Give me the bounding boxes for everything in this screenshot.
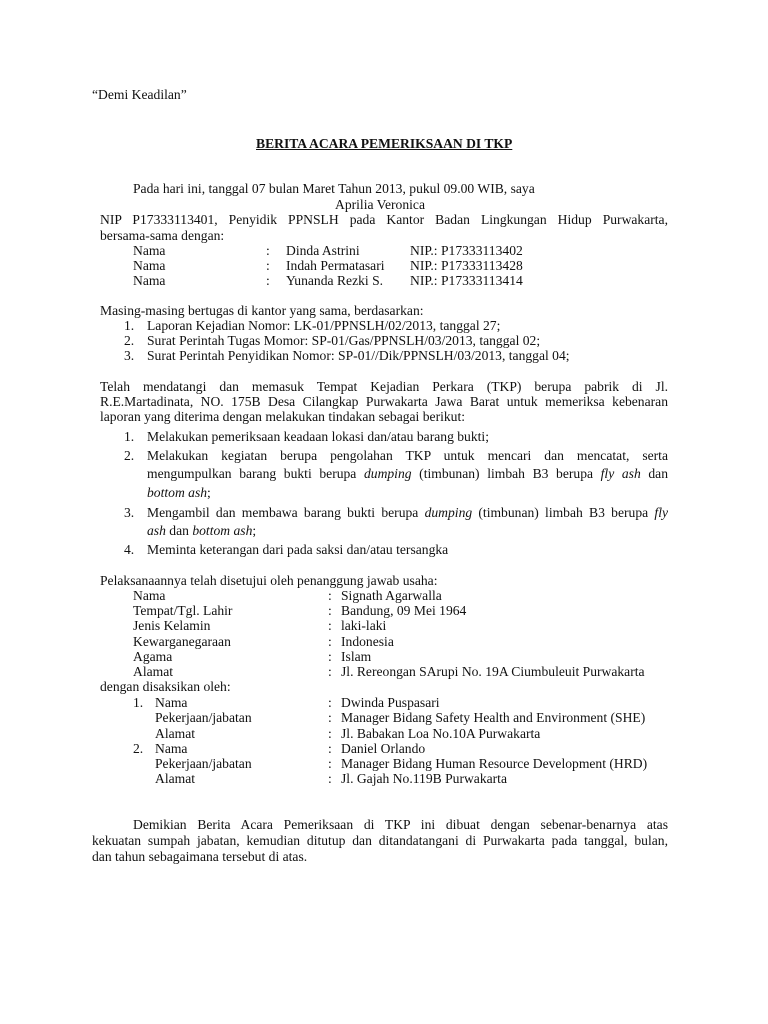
field-sep: : bbox=[328, 649, 332, 664]
list-item-number: 4. bbox=[124, 542, 135, 557]
list-item: Surat Perintah Tugas Momor: SP-01/Gas/PPNSLH/03/2013, tanggal 02; bbox=[147, 333, 541, 348]
field-label: Jenis Kelamin bbox=[133, 618, 211, 633]
field-sep: : bbox=[328, 741, 332, 756]
field-label: Tempat/Tgl. Lahir bbox=[133, 603, 233, 618]
document-title: BERITA ACARA PEMERIKSAAN DI TKP bbox=[256, 136, 513, 151]
list-item-number: 1. bbox=[124, 318, 135, 333]
team-label: Nama bbox=[133, 258, 166, 273]
team-label: Nama bbox=[133, 273, 166, 288]
field-value: Jl. Rereongan SArupi No. 19A Ciumbuleuit Purwakarta bbox=[341, 664, 645, 679]
field-sep: : bbox=[328, 634, 332, 649]
list-item: Mengambil dan membawa barang bukti berupa dumping (timbunan) limbah B3 berupa fly bbox=[147, 505, 669, 520]
team-name: Yunanda Rezki S. bbox=[286, 273, 384, 288]
team-nip: NIP.: P17333113428 bbox=[410, 258, 523, 273]
team-sep: : bbox=[266, 258, 270, 273]
list-item-number: 3. bbox=[124, 505, 135, 520]
investigator-name: Aprilia Veronica bbox=[335, 197, 425, 212]
witness-number: 1. bbox=[133, 695, 144, 710]
list-item: Surat Perintah Penyidikan Nomor: SP-01//Dik/PPNSLH/03/2013, tanggal 04; bbox=[147, 348, 570, 363]
list-item-number: 2. bbox=[124, 333, 135, 348]
closing-line-2: kekuatan sumpah jabatan, kemudian ditutup dan ditandatangani di Purwakarta pada tanggal, bulan, bbox=[92, 833, 668, 848]
opening-line-1: Pada hari ini, tanggal 07 bulan Maret Tahun 2013, pukul 09.00 WIB, saya bbox=[133, 181, 535, 196]
field-sep: : bbox=[328, 588, 332, 603]
field-value: Dwinda Puspasari bbox=[341, 695, 440, 710]
list-item: Laporan Kejadian Nomor: LK-01/PPNSLH/02/2013, tanggal 27; bbox=[147, 318, 501, 333]
field-value: Daniel Orlando bbox=[341, 741, 426, 756]
team-sep: : bbox=[266, 243, 270, 258]
field-value: Jl. Babakan Loa No.10A Purwakarta bbox=[341, 726, 541, 741]
visit-line-1: Telah mendatangi dan memasuk Tempat Kejadian Perkara (TKP) berupa pabrik di Jl. bbox=[100, 379, 668, 394]
field-value: Indonesia bbox=[341, 634, 394, 649]
list-item-continuation: bottom ash; bbox=[147, 485, 211, 500]
witness-number: 2. bbox=[133, 741, 144, 756]
field-sep: : bbox=[328, 695, 332, 710]
field-value: Jl. Gajah No.119B Purwakarta bbox=[341, 771, 507, 786]
field-value: Signath Agarwalla bbox=[341, 588, 442, 603]
team-nip: NIP.: P17333113402 bbox=[410, 243, 523, 258]
list-item-number: 2. bbox=[124, 448, 135, 463]
field-label: Nama bbox=[133, 588, 166, 603]
field-label: Nama bbox=[155, 695, 188, 710]
list-item-number: 1. bbox=[124, 429, 135, 444]
motto: “Demi Keadilan” bbox=[92, 87, 187, 102]
field-value: Manager Bidang Human Resource Development (HRD) bbox=[341, 756, 648, 771]
opening-line-3: NIP P17333113401, Penyidik PPNSLH pada Kantor Badan Lingkungan Hidup Purwakarta, bbox=[100, 212, 668, 227]
list-item: Melakukan pemeriksaan keadaan lokasi dan/atau barang bukti; bbox=[147, 429, 489, 444]
field-value: Bandung, 09 Mei 1964 bbox=[341, 603, 467, 618]
field-sep: : bbox=[328, 664, 332, 679]
field-sep: : bbox=[328, 618, 332, 633]
list-item: Melakukan kegiatan berupa pengolahan TKP untuk mencari dan mencatat, serta bbox=[147, 448, 668, 463]
field-sep: : bbox=[328, 710, 332, 725]
field-label: Alamat bbox=[155, 771, 196, 786]
basis-intro: Masing-masing bertugas di kantor yang sama, berdasarkan: bbox=[100, 303, 424, 318]
field-label: Pekerjaan/jabatan bbox=[155, 756, 252, 771]
visit-line-3: laporan yang diterima dengan melakukan tindakan sebagai berikut: bbox=[100, 409, 466, 424]
opening-line-4: bersama-sama dengan: bbox=[100, 228, 225, 243]
list-item-continuation: mengumpulkan barang bukti berupa dumping (timbunan) limbah B3 berupa fly ash dan bbox=[147, 466, 668, 481]
list-item-number: 3. bbox=[124, 348, 135, 363]
field-sep: : bbox=[328, 726, 332, 741]
team-sep: : bbox=[266, 273, 270, 288]
visit-line-2: R.E.Martadinata, NO. 175B Desa Cilangkap Purwakarta Jawa Barat untuk memeriksa kebenaran bbox=[100, 394, 668, 409]
field-label: Kewarganegaraan bbox=[133, 634, 231, 649]
list-item-continuation: ash dan bottom ash; bbox=[147, 523, 257, 538]
field-label: Pekerjaan/jabatan bbox=[155, 710, 252, 725]
field-label: Nama bbox=[155, 741, 188, 756]
field-label: Agama bbox=[133, 649, 173, 664]
field-sep: : bbox=[328, 603, 332, 618]
team-name: Dinda Astrini bbox=[286, 243, 360, 258]
list-item: Meminta keterangan dari pada saksi dan/atau tersangka bbox=[147, 542, 449, 557]
field-sep: : bbox=[328, 756, 332, 771]
closing-line-1: Demikian Berita Acara Pemeriksaan di TKP ini dibuat dengan sebenar-benarnya atas bbox=[133, 817, 668, 832]
witness-intro: dengan disaksikan oleh: bbox=[100, 679, 231, 694]
field-value: Islam bbox=[341, 649, 372, 664]
approval-intro: Pelaksanaannya telah disetujui oleh penanggung jawab usaha: bbox=[100, 573, 438, 588]
team-nip: NIP.: P17333113414 bbox=[410, 273, 523, 288]
team-label: Nama bbox=[133, 243, 166, 258]
field-value: Manager Bidang Safety Health and Environment (SHE) bbox=[341, 710, 646, 725]
field-value: laki-laki bbox=[341, 618, 387, 633]
closing-line-3: dan tahun sebagaimana tersebut di atas. bbox=[92, 849, 308, 864]
field-label: Alamat bbox=[155, 726, 196, 741]
field-sep: : bbox=[328, 771, 332, 786]
team-name: Indah Permatasari bbox=[286, 258, 385, 273]
field-label: Alamat bbox=[133, 664, 174, 679]
